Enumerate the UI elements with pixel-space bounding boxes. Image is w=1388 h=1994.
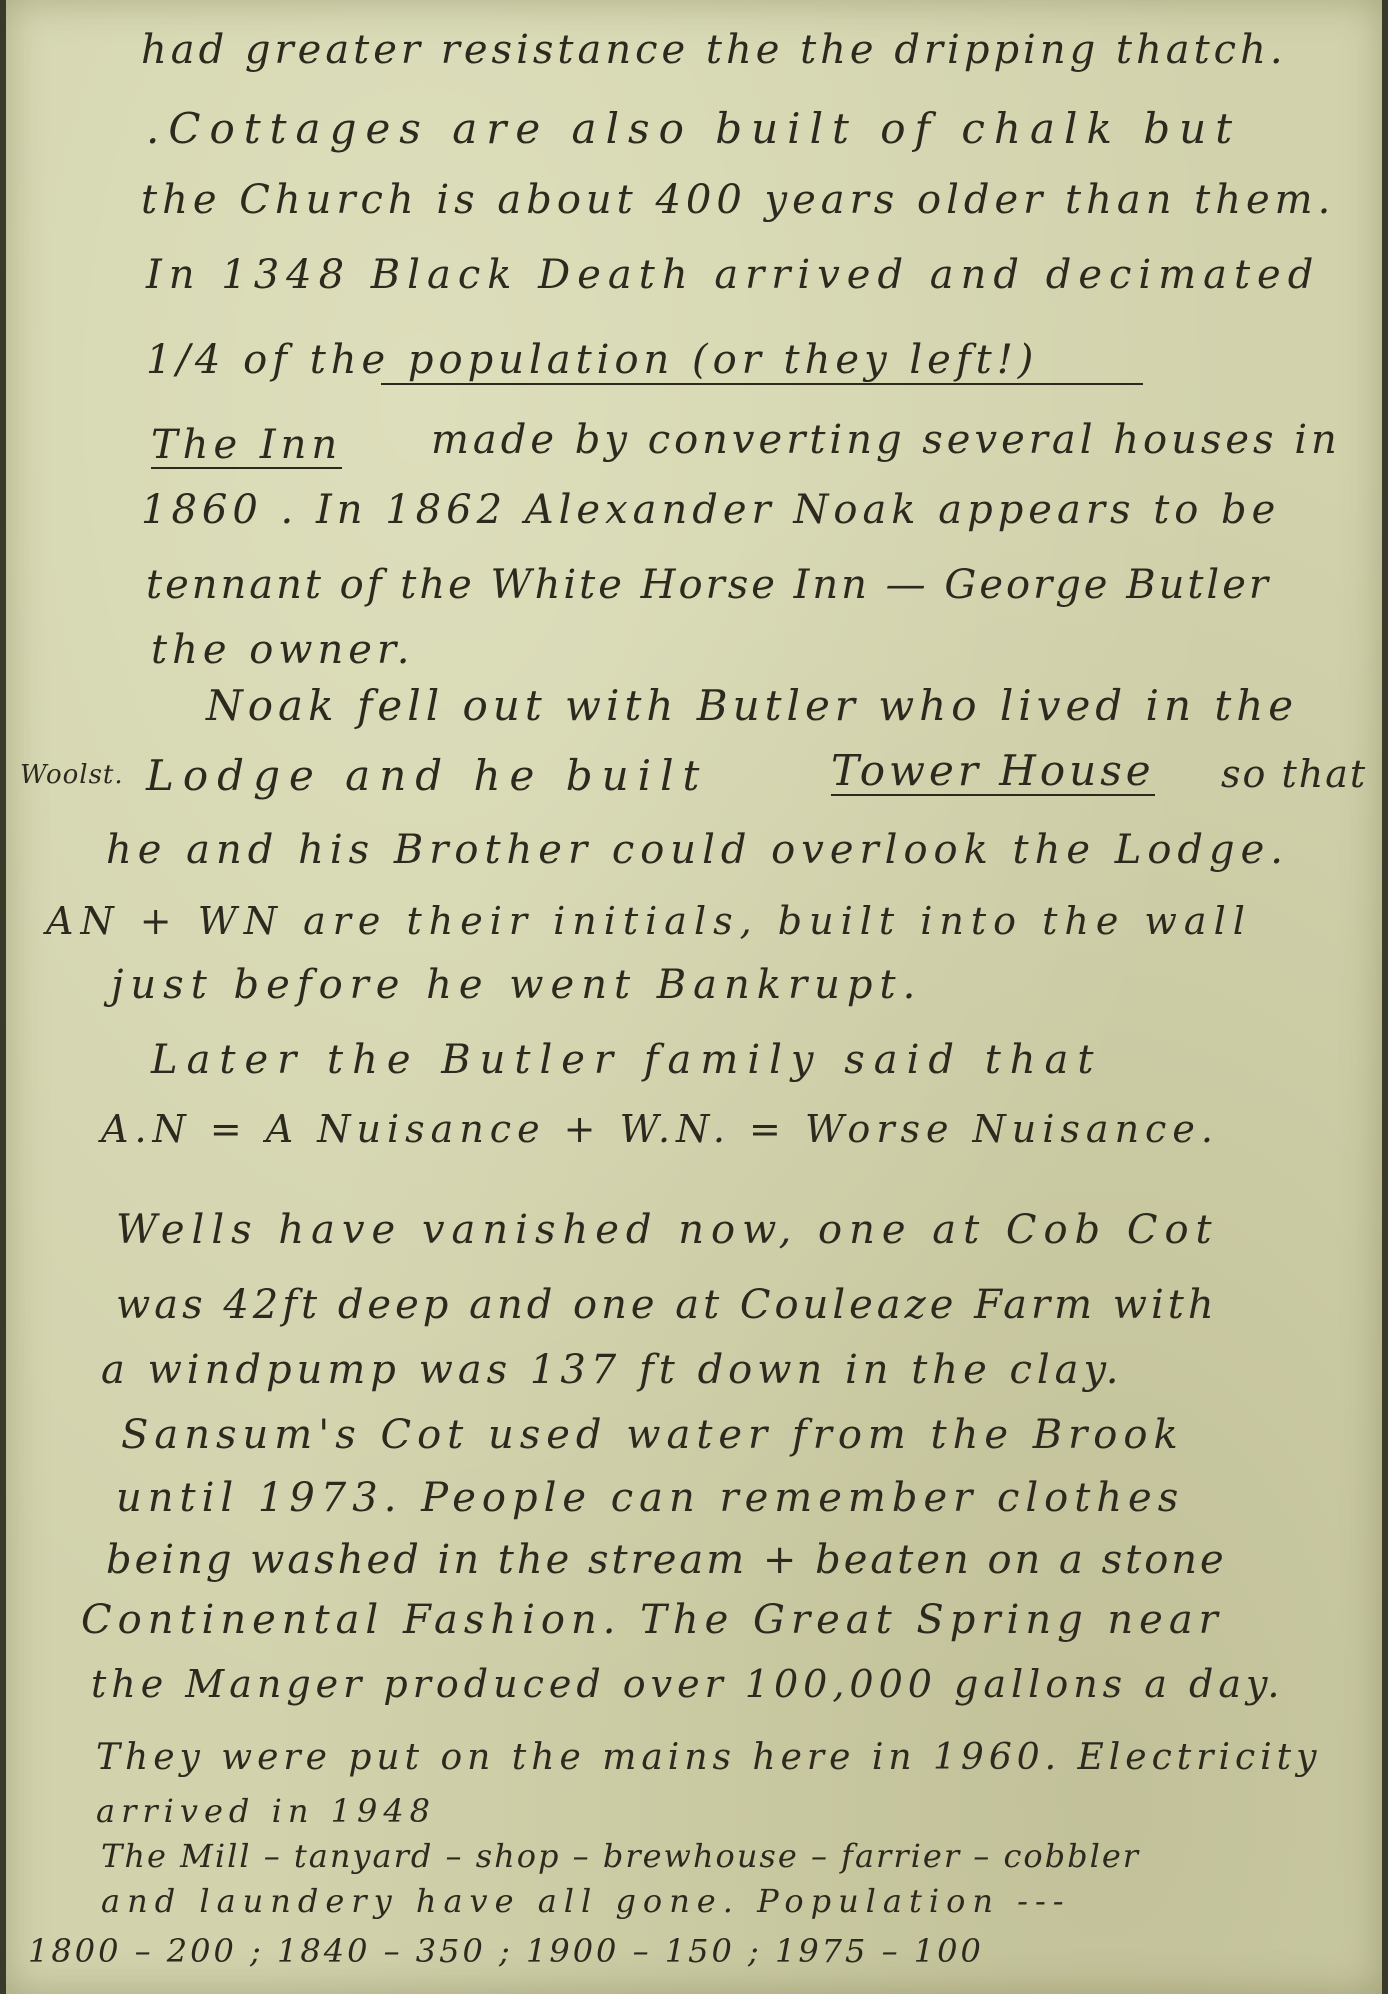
- text-line-11b: so that: [1221, 752, 1368, 796]
- text-line-5: 1/4 of the population (or they left!): [146, 337, 1039, 383]
- text-line-6: made by converting several houses in: [431, 417, 1341, 463]
- the-inn-heading: The Inn: [151, 422, 343, 468]
- text-line-16: A.N = A Nuisance + W.N. = Worse Nuisance.: [101, 1107, 1219, 1151]
- text-line-19: a windpump was 137 ft down in the clay.: [101, 1347, 1124, 1393]
- text-line-11a: Lodge and he built: [146, 751, 709, 800]
- text-line-24: the Manger produced over 100,000 gallons a day.: [91, 1662, 1285, 1706]
- text-line-3: the Church is about 400 years older than them.: [141, 177, 1336, 223]
- text-line-8: tennant of the White Horse Inn — George Butler: [146, 562, 1272, 608]
- tower-house-text: Tower House: [831, 746, 1155, 795]
- text-line-20: Sansum's Cot used water from the Brook: [121, 1412, 1184, 1458]
- text-line-18: was 42ft deep and one at Couleaze Farm with: [116, 1282, 1218, 1328]
- text-line-13: AN + WN are their initials, built into the wall: [46, 899, 1252, 943]
- text-line-7: 1860 . In 1862 Alexander Noak appears to be: [141, 487, 1281, 533]
- text-line-22: being washed in the stream + beaten on a stone: [106, 1537, 1227, 1583]
- handwritten-page: [6, 0, 1382, 1994]
- text-line-17: Wells have vanished now, one at Cob Cot: [116, 1207, 1219, 1253]
- text-line-12: he and his Brother could overlook the Lodge.: [106, 827, 1290, 873]
- text-line-10: Noak fell out with Butler who lived in the: [206, 681, 1299, 730]
- text-line-9: the owner.: [151, 627, 415, 673]
- text-line-23: Continental Fashion. The Great Spring near: [81, 1597, 1224, 1643]
- text-line-27: The Mill – tanyard – shop – brewhouse – farrier – cobbler: [101, 1837, 1141, 1875]
- text-line-4: In 1348 Black Death arrived and decimated: [146, 252, 1321, 298]
- text-line-15: Later the Butler family said that: [151, 1037, 1103, 1083]
- text-line-1: had greater resistance the the dripping thatch.: [141, 27, 1287, 73]
- text-line-29: 1800 – 200 ; 1840 – 350 ; 1900 – 150 ; 1975 – 100: [28, 1932, 984, 1970]
- population-underline: [381, 383, 1143, 385]
- text-line-2: .Cottages are also built of chalk but: [146, 104, 1242, 153]
- text-line-21: until 1973. People can remember clothes: [116, 1475, 1185, 1521]
- text-line-26: arrived in 1948: [96, 1792, 437, 1830]
- text-line-28: and laundery have all gone. Population ---: [101, 1882, 1071, 1920]
- text-line-14: just before he went Bankrupt.: [111, 962, 923, 1008]
- margin-note-woolst: Woolst.: [20, 760, 124, 790]
- text-line-25: They were put on the mains here in 1960. Electricity: [96, 1737, 1322, 1778]
